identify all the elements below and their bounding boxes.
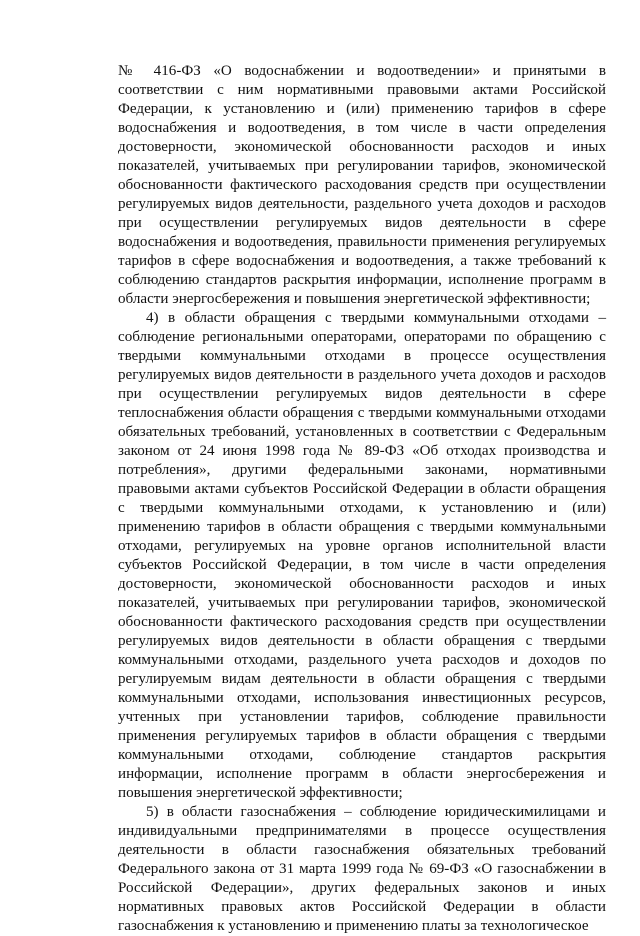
paragraph-water-supply-continuation: № 416-ФЗ «О водоснабжении и водоотведении» и принятыми в соответствии с ним нормативными правовыми актами Российской Федерации, к установлению и (или) применению тарифов в сфере водоснабжения и водоотведения, в том числе в части определения достоверности, экономической обоснованности расходов и иных показателей, учитываемых при регулировании тарифов, экономической обоснованности фактического расходования средств при осуществлении регулируемых видов деятельности, раздельного учета доходов и расходов при осуществлении регулируемых видов деятельности в сфере водоснабжения и водоотведения, правильности применения регулируемых тарифов в сфере водоснабжения и водоотведения, а также требований к соблюдению стандартов раскрытия информации, исполнение программ в области энергосбережения и повышения энергетической эффективности; (118, 63, 606, 307)
document-body (118, 62, 606, 936)
paragraph-item-4-solid-waste: 4) в области обращения с твердыми коммунальными отходами – соблюдение региональными операторами, операторами по обращению с твердыми коммунальными отходами в процессе осуществления регулируемых видов деятельности в раздельного учета доходов и расходов при осуществлении регулируемых видов деятельности в сфере теплоснабжения области обращения с твердыми коммунальными отходами обязательных требований, установленных в соответствии с Федеральным законом от 24 июня 1998 года № 89-ФЗ «Об отходах производства и потребления», другими федеральными законами, нормативными правовыми актами субъектов Российской Федерации в области обращения с твердыми коммунальными отходами, к установлению и (или) применению тарифов в области обращения с твердыми коммунальными отходами, регулируемых на уровне органов исполнительной власти субъектов Российской Федерации, в том числе в части определения достоверности, экономической обоснованности расходов и иных показателей, учитываемых при регулировании тарифов, экономической обоснованности фактического расходования средств при осуществлении регулируемых видов деятельности в области обращения с твердыми коммунальными отходами, раздельного учета расходов и доходов по регулируемым видам деятельности в области обращения с твердыми коммунальными отходами, использования инвестиционных ресурсов, учтенных при установлении тарифов, соблюдение правильности применения регулируемых тарифов в области обращения с твердыми коммунальными отходами, соблюдение стандартов раскрытия информации, исполнение программ в области энергосбережения и повышения энергетической эффективности; (118, 310, 606, 801)
paragraph-item-5-gas-supply: 5) в области газоснабжения – соблюдение юридическимилицами и индивидуальными предпринимателями в процессе осуществления деятельности в области газоснабжения обязательных требований Федерального закона от 31 марта 1999 года № 69-ФЗ «О газоснабжении в Российской Федерации», других федеральных законов и иных нормативных правовых актов Российской Федерации в области газоснабжения к установлению и применению платы за технологическое (118, 804, 606, 934)
